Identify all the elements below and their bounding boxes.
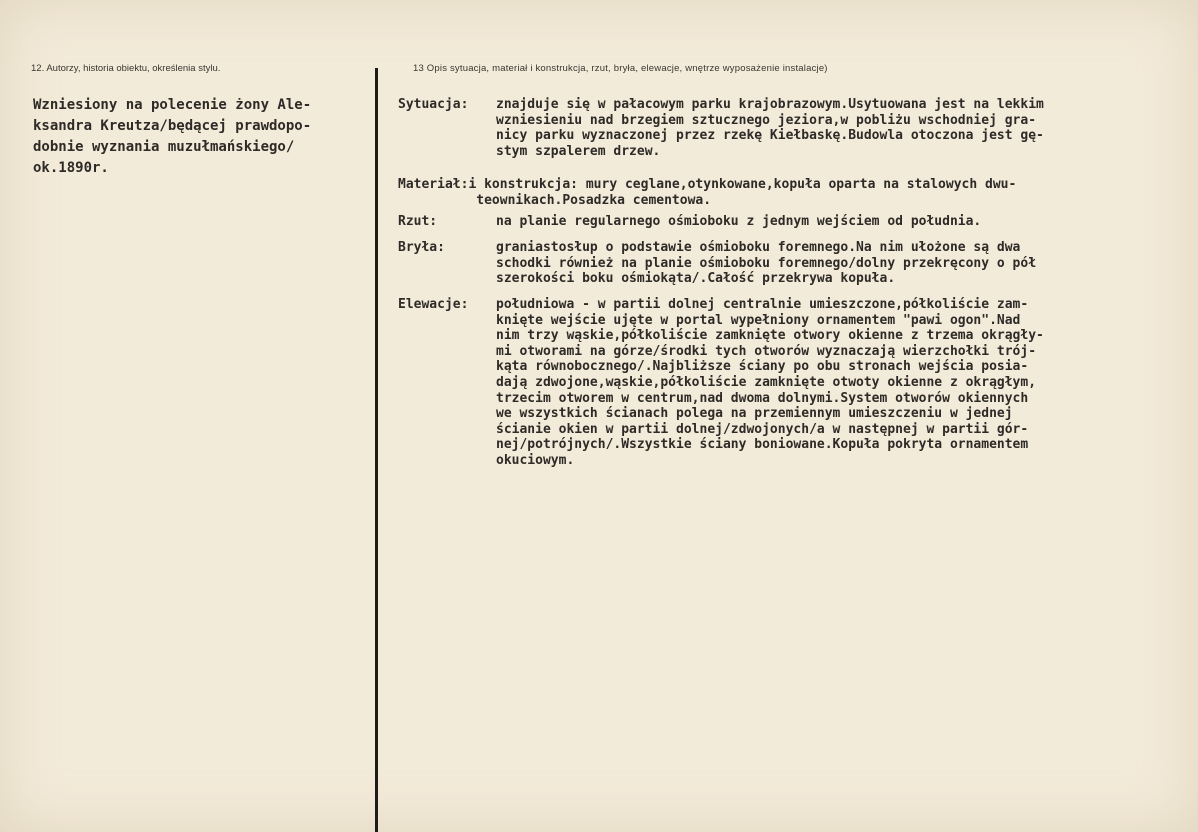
- section-text: [398, 177, 1016, 208]
- text-line: nej/potrójnych/.Wszystkie ściany boniowane.Kopuła pokryta ornamentem: [496, 437, 1029, 453]
- text-line: knięte wejście ujęte w portal wypełniony ornamentem "pawi ogon".Nad: [496, 312, 1021, 328]
- text-line: teownikach.Posadzka cementowa.: [398, 192, 712, 208]
- text-line: stym szpalerem drzew.: [496, 143, 661, 159]
- text-line: okuciowym.: [496, 452, 575, 468]
- authors-history-text: [33, 95, 368, 179]
- text-line: dają zdwojone,wąskie,półkoliście zamknięte otwoty okienne z okrągłym,: [496, 374, 1037, 390]
- text-line: szerokości boku ośmiokąta/.Całość przekrywa kopuła.: [496, 271, 896, 287]
- section-label: Rzut:: [398, 214, 438, 229]
- text-line: na planie regularnego ośmioboku z jednym wejściem od południa.: [496, 214, 982, 229]
- text-line: znajduje się w pałacowym parku krajobrazowym.Usytuowana jest na lekkim: [496, 97, 1044, 112]
- section-label: Elewacje:: [398, 297, 469, 312]
- text-line: nim trzy wąskie,półkoliście zamknięte otwory okienne z trzema okrągły-: [496, 328, 1044, 344]
- section-label: Sytuacja:: [398, 97, 469, 112]
- text-line: ok.1890r.: [33, 160, 109, 176]
- text-line: Wzniesiony na polecenie żony Ale-: [33, 97, 312, 113]
- text-line: graniastosłup o podstawie ośmioboku foremnego.Na nim ułożone są dwa: [496, 240, 1021, 255]
- text-line: trzecim otworem w centrum,nad dwoma dolnymi.System otworów okiennych: [496, 390, 1029, 406]
- text-line: południowa - w partii dolnej centralnie umieszczone,półkoliście zam-: [496, 297, 1029, 312]
- section-text: [496, 97, 1044, 159]
- text-line: schodki również na planie ośmioboku foremnego/dolny przekręcony o pół: [496, 255, 1037, 271]
- text-line: we wszystkich ścianach polega na przemiennym umieszczeniu w jednej: [496, 406, 1013, 422]
- text-line: kąta równobocznego/.Najbliższe ściany po obu stronach wejścia posia-: [496, 359, 1029, 375]
- header-description: 13 Opis sytuacja, materiał i konstrukcja, rzut, bryła, elewacje, wnętrze wyposażenie instalacje): [413, 63, 828, 74]
- text-line: ścianie okien w partii dolnej/zdwojonych/a w następnej w partii gór-: [496, 421, 1029, 437]
- column-divider: [375, 68, 378, 832]
- section-label: Bryła:: [398, 240, 445, 255]
- text-line: dobnie wyznania muzułmańskiego/: [33, 139, 295, 155]
- section-text: [496, 297, 1044, 469]
- text-line: Materiał:i konstrukcja: mury ceglane,otynkowane,kopuła oparta na stalowych dwu-: [398, 177, 1017, 192]
- section-text: [496, 240, 1036, 287]
- header-authors-history: 12. Autorzy, historia obiektu, określenia stylu.: [31, 63, 221, 74]
- section-text: [496, 214, 981, 230]
- text-line: mi otworami na górze/środki tych otworów wyznaczają wierzchołki trój-: [496, 343, 1037, 359]
- text-line: ksandra Kreutza/będącej prawdopo-: [33, 118, 312, 134]
- text-line: wzniesieniu nad brzegiem sztucznego jeziora,w pobliżu wschodniej gra-: [496, 112, 1037, 128]
- text-line: nicy parku wyznaczonej przez rzekę Kiełbaskę.Budowla otoczona jest gę-: [496, 128, 1044, 144]
